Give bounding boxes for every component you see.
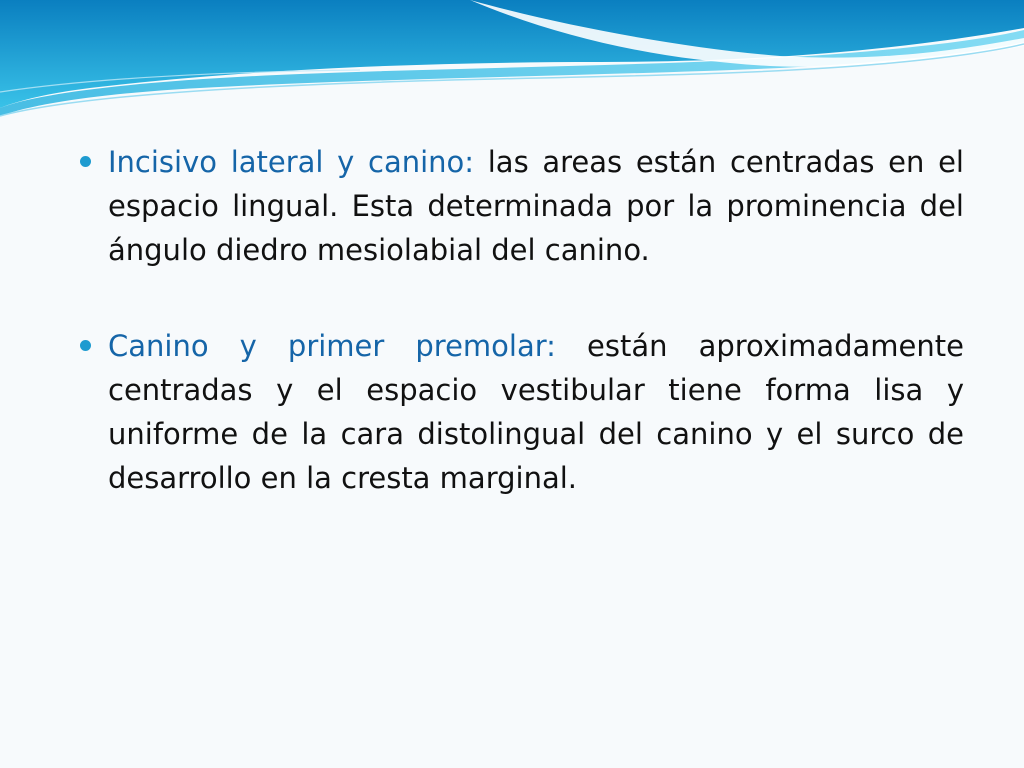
bullet-item (78, 324, 964, 500)
bullet-dot-icon (80, 156, 91, 167)
header-wave-decoration (0, 0, 1024, 130)
bullet-lead-text: Incisivo lateral y canino: (108, 145, 475, 179)
bullet-body-text: están aproximadamente centradas y el espacio vestibular tiene forma lisa y uniforme de la cara distolingual del canino y el surco de desarrollo en la cresta marginal. (108, 329, 964, 495)
bullet-dot-icon (80, 340, 91, 351)
bullet-item (78, 140, 964, 272)
bullet-body-text: las areas están centradas en el espacio lingual. Esta determinada por la prominencia del ángulo diedro mesiolabial del canino. (108, 145, 964, 267)
bullet-list (78, 140, 964, 552)
bullet-lead-text: Canino y primer premolar: (108, 329, 556, 363)
